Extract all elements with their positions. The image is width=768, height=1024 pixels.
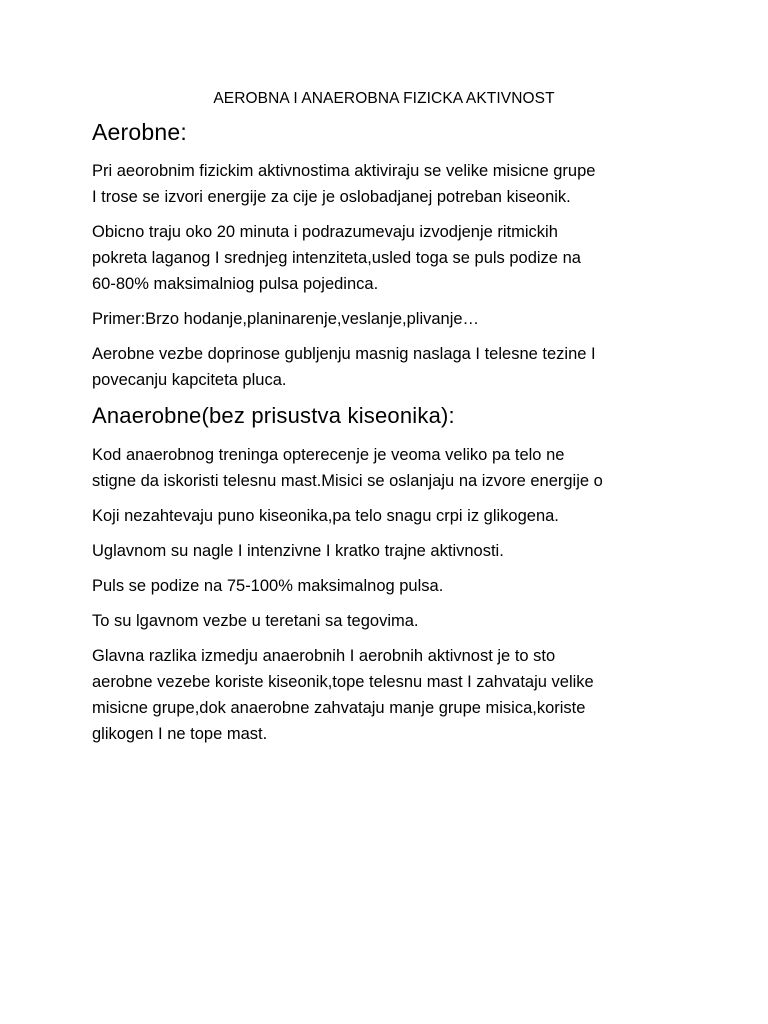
paragraph [92,158,692,210]
paragraph-line: Uglavnom su nagle I intenzivne I kratko trajne aktivnosti. [92,542,504,560]
document-body [92,90,692,756]
paragraph [92,573,692,599]
paragraph-line: pokreta laganog I srednjeg intenziteta,usled toga se puls podize na [92,249,581,267]
paragraph [92,219,692,297]
section-heading-aerobne: Aerobne: [92,119,187,145]
paragraph-line: 60-80% maksimalniog pulsa pojedinca. [92,275,379,293]
paragraph-line: Puls se podize na 75-100% maksimalnog pulsa. [92,577,444,595]
document-title: AEROBNA I ANAEROBNA FIZICKA AKTIVNOST [213,90,555,107]
paragraph-line: aerobne vezebe koriste kiseonik,tope telesnu mast I zahvataju velike [92,673,594,691]
paragraph-line: misicne grupe,dok anaerobne zahvataju manje grupe misica,koriste [92,699,586,717]
paragraph-line: Obicno traju oko 20 minuta i podrazumevaju izvodjenje ritmickih [92,223,558,241]
paragraph-line: Aerobne vezbe doprinose gubljenju masnig naslaga I telesne tezine I [92,345,596,363]
paragraph [92,306,692,332]
paragraph [92,538,692,564]
paragraph-line: Primer:Brzo hodanje,planinarenje,veslanje,plivanje… [92,310,480,328]
paragraph-line: stigne da iskoristi telesnu mast.Misici se oslanjaju na izvore energije o [92,472,603,490]
paragraph [92,643,692,747]
paragraph-line: To su lgavnom vezbe u teretani sa tegovima. [92,612,419,630]
paragraph [92,608,692,634]
paragraph-line: glikogen I ne tope mast. [92,725,268,743]
paragraph-line: I trose se izvori energije za cije je oslobadjanej potreban kiseonik. [92,188,571,206]
paragraph-line: Glavna razlika izmedju anaerobnih I aerobnih aktivnost je to sto [92,647,556,665]
section-heading-anaerobne: Anaerobne(bez prisustva kiseonika): [92,403,455,428]
paragraph-line: Koji nezahtevaju puno kiseonika,pa telo snagu crpi iz glikogena. [92,507,559,525]
paragraph [92,341,692,393]
paragraph [92,503,692,529]
paragraph-line: Kod anaerobnog treninga opterecenje je veoma veliko pa telo ne [92,446,565,464]
paragraph [92,442,692,494]
paragraph-line: povecanju kapciteta pluca. [92,371,287,389]
paragraph-line: Pri aeorobnim fizickim aktivnostima aktiviraju se velike misicne grupe [92,162,596,180]
